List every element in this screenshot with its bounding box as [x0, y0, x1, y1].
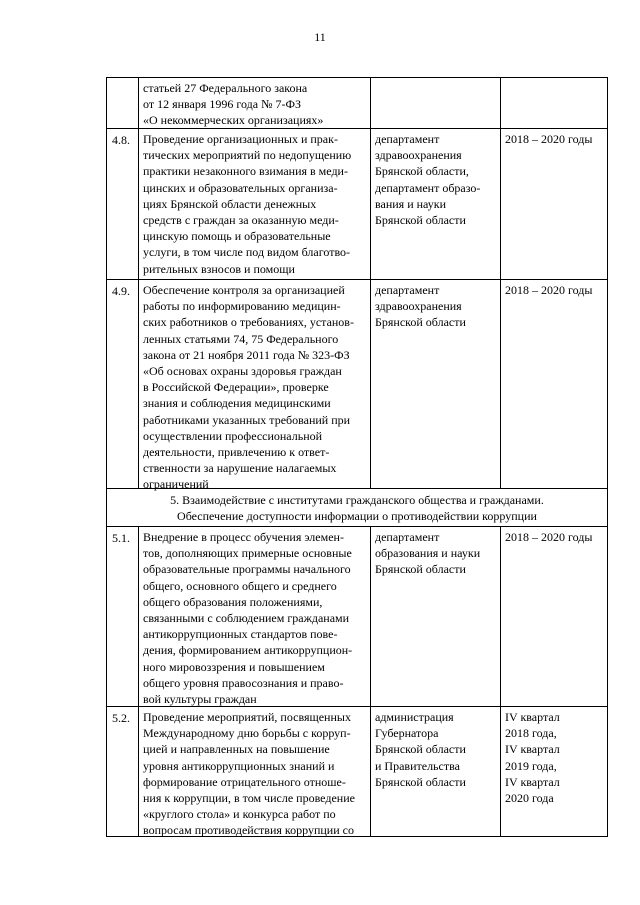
table-row: [106, 280, 608, 492]
responsible-executor: [371, 78, 501, 128]
execution-term: [501, 78, 607, 128]
measure-description: Проведение организационных и прак- тических мероприятий по недопущению практики незаконного взимания в меди- цинских и образовательных организа- циях Брянской области денежных средств с граждан за оказанную меди- цинскую помощь и образовательные услуги, в том числе под видом благотво- рительных взносов и помощи: [139, 129, 371, 279]
table-row: [106, 77, 608, 129]
table-row: [106, 707, 608, 837]
execution-term: 2018 – 2020 годы: [505, 530, 593, 544]
measures-table: [106, 77, 608, 837]
measure-description: Проведение мероприятий, посвященных Международному дню борьбы с корруп- цией и направленных на повышение уровня антикоррупционных знаний и формирование отрицательного отноше- ния к коррупции, в том числе проведение «круглого стола» и конкурса работ по вопросам противодействия коррупции со: [139, 707, 371, 836]
table-row: [106, 527, 608, 707]
row-number: 5.2.: [107, 707, 139, 836]
section-header-row: [106, 489, 608, 527]
row-number: [107, 78, 139, 128]
page-number: 11: [314, 30, 326, 44]
measure-description: Обеспечение контроля за организацией работы по информированию медицин- ских работников о требованиях, установ- ленных статьями 74, 75 Федерального закона от 21 ноября 2011 года № 323-ФЗ «Об основах охраны здоровья граждан в Российской Федерации», проверке знания и соблюдения медицинскими работниками указанных требований при осуществлении профессиональной деятельности, привлечению к ответ- ственности за нарушение налагаемых ограничений: [139, 280, 371, 488]
section-heading: 5. Взаимодействие с институтами гражданского общества и гражданами. Обеспечение доступности информации о противодействии коррупции: [170, 493, 544, 524]
responsible-executor: департамент здравоохранения Брянской области, департамент образо- вания и науки Брянской области: [371, 129, 501, 279]
execution-term: IV квартал 2018 года, IV квартал 2019 года, IV квартал 2020 года: [505, 710, 560, 806]
row-number: 5.1.: [107, 527, 139, 706]
row-number: 4.9.: [107, 280, 139, 488]
table-row: [106, 129, 608, 280]
responsible-executor: администрация Губернатора Брянской области и Правительства Брянской области: [371, 707, 501, 836]
measure-description: статьей 27 Федерального закона от 12 января 1996 года № 7-ФЗ «О некоммерческих организациях»: [139, 78, 371, 128]
execution-term: 2018 – 2020 годы: [505, 132, 593, 146]
responsible-executor: департамент здравоохранения Брянской области: [371, 280, 501, 488]
execution-term: 2018 – 2020 годы: [505, 283, 593, 297]
row-number: 4.8.: [107, 129, 139, 279]
responsible-executor: департамент образования и науки Брянской области: [371, 527, 501, 706]
measure-description: Внедрение в процесс обучения элемен- тов, дополняющих примерные основные образовательные программы начального общего, основного общего и среднего общего образования положениями, связанными с соблюдением гражданами антикоррупционных стандартов пове- дения, формированием антикоррупцион- ного мировоззрения и повышением общего уровня правосознания и право- вой культуры граждан: [139, 527, 371, 706]
